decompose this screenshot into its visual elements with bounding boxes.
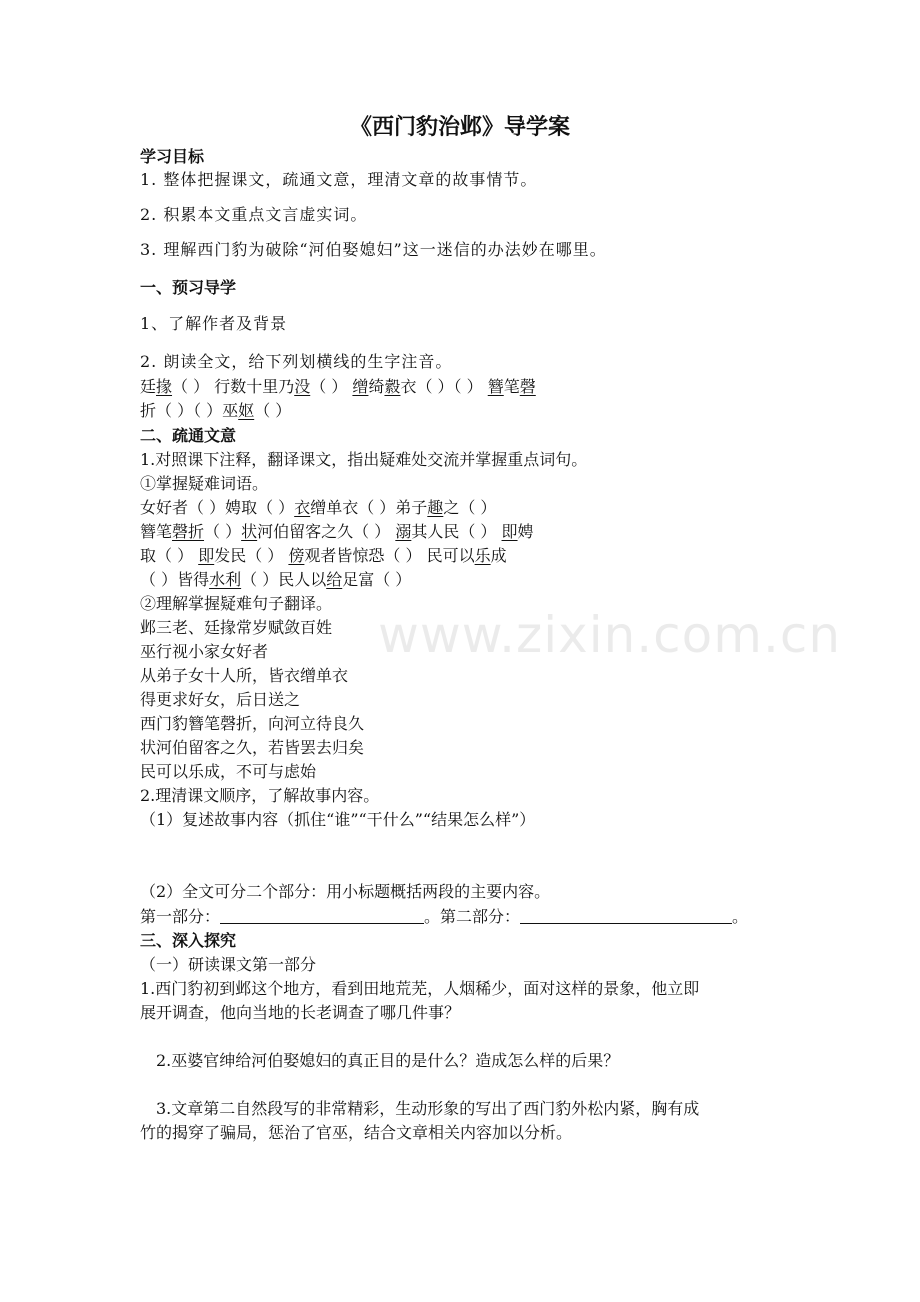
text: 折（ ）（ ）巫	[140, 401, 239, 420]
section-heading-explore: 三、深入探究	[140, 931, 237, 950]
vocab-subheading: ①掌握疑难词语。	[140, 474, 269, 493]
pinyin-row	[140, 375, 536, 399]
sentence-item: 邺三老、廷掾常岁赋敛百姓	[140, 618, 333, 637]
explore-question-line: 展开调查，他向当地的长老调查了哪几件事？	[140, 1003, 461, 1022]
text: 缯单衣（ ）弟子	[310, 498, 428, 517]
goals-heading: 学习目标	[140, 147, 205, 166]
text: 观者皆惊恐（ ） 民可以	[304, 546, 475, 565]
text: （ ）	[204, 522, 242, 541]
preview-item: 2. 朗读全文，给下列划横线的生字注音。	[140, 352, 453, 371]
text: （ ） 行数十里乃	[172, 377, 295, 396]
parts-fill-row	[140, 905, 748, 929]
goal-item: 3. 理解西门豹为破除“河伯娶媳妇”这一迷信的办法妙在哪里。	[140, 240, 607, 259]
text: 衣（ ）（ ）	[400, 377, 488, 396]
text: （ ）民人以	[241, 570, 327, 589]
underlined-word: 磬折	[172, 522, 205, 541]
section-heading-translate: 二、疏通文意	[140, 426, 237, 445]
underlined-char: 没	[294, 377, 311, 396]
underlined-char: 掾	[156, 377, 173, 396]
explore-question-line: 竹的揭穿了骗局，惩治了官巫，结合文章相关内容加以分析。	[140, 1123, 573, 1142]
vocab-row	[140, 496, 496, 520]
preview-item: 1、了解作者及背景	[140, 314, 288, 333]
sentence-item: 状河伯留客之久，若皆罢去归矣	[140, 738, 365, 757]
underlined-char: 状	[241, 522, 258, 541]
sentence-item: 西门豹簪笔磬折，向河立待良久	[140, 714, 365, 733]
text: 足富（ ）	[342, 570, 412, 589]
sentence-item: 民可以乐成，不可与虑始	[140, 762, 317, 781]
section-heading-preview: 一、预习导学	[140, 278, 237, 297]
text: 其人民（ ）	[411, 522, 502, 541]
text: 之（ ）	[443, 498, 497, 517]
order-question: （2）全文可分二个部分：用小标题概括两段的主要内容。	[140, 882, 551, 901]
text: （ ）皆得	[140, 570, 210, 589]
vocab-row	[140, 544, 507, 568]
vocab-row	[140, 520, 534, 544]
text: 簪笔	[140, 522, 173, 541]
goal-item: 1. 整体把握课文，疏通文意，理清文章的故事情节。	[140, 170, 538, 189]
text: 廷	[140, 377, 157, 396]
explore-question-line: 3.文章第二自然段写的非常精彩，生动形象的写出了西门豹外松内紧，胸有成	[156, 1099, 700, 1118]
vocab-row	[140, 568, 411, 592]
order-heading: 2.理清课文顺序，了解故事内容。	[140, 786, 380, 805]
underlined-char: 簪	[487, 377, 504, 396]
underlined-char: 傍	[288, 546, 305, 565]
underlined-char: 乐	[474, 546, 491, 565]
underlined-char: 给	[326, 570, 343, 589]
sentence-item: 得更求好女，后日送之	[140, 690, 301, 709]
underlined-char: 縠	[384, 377, 401, 396]
order-question: （1）复述故事内容（抓住“谁”“干什么”“结果怎么样”）	[140, 810, 536, 829]
text: 笔	[503, 377, 520, 396]
underlined-word: 水利	[209, 570, 242, 589]
text: 发民（ ）	[214, 546, 289, 565]
explore-question: 2.巫婆官绅给河伯娶媳妇的真正目的是什么？造成怎么样的后果？	[156, 1051, 620, 1070]
sentence-subheading: ②理解掌握疑难句子翻译。	[140, 594, 333, 613]
underlined-char: 趣	[427, 498, 444, 517]
text: 绮	[368, 377, 385, 396]
text: 河伯留客之久（ ）	[257, 522, 396, 541]
translate-intro: 1.对照课下注释，翻译课文，指出疑难处交流并掌握重点词句。	[140, 450, 588, 469]
part2-label: 。第二部分：	[424, 907, 521, 926]
text: （ ）	[254, 401, 292, 420]
part1-label: 第一部分：	[140, 907, 221, 926]
text: 女好者（ ）娉取（ ）	[140, 498, 295, 517]
underlined-char: 即	[198, 546, 215, 565]
page-title: 《西门豹治邺》导学案	[349, 115, 570, 140]
explore-subheading: （一）研读课文第一部分	[140, 955, 317, 974]
goal-item: 2. 积累本文重点文言虚实词。	[140, 205, 368, 224]
sentence-item: 巫行视小家女好者	[140, 642, 269, 661]
watermark: www.zixin.com.cn	[378, 606, 842, 664]
underlined-char: 缯	[352, 377, 369, 396]
underlined-char: 溺	[395, 522, 412, 541]
end-mark: 。	[732, 907, 749, 926]
underlined-char: 即	[501, 522, 518, 541]
underlined-char: 磬	[519, 377, 536, 396]
text: 取（ ）	[140, 546, 199, 565]
pinyin-row	[140, 399, 291, 423]
explore-question-line: 1.西门豹初到邺这个地方，看到田地荒芜，人烟稀少，面对这样的景象，他立即	[140, 979, 700, 998]
text: （ ）	[310, 377, 353, 396]
underlined-char: 衣	[294, 498, 311, 517]
part1-blank[interactable]	[220, 905, 424, 924]
text: 成	[490, 546, 507, 565]
sentence-item: 从弟子女十人所，皆衣缯单衣	[140, 666, 349, 685]
text: 娉	[517, 522, 534, 541]
underlined-char: 妪	[238, 401, 255, 420]
part2-blank[interactable]	[520, 905, 732, 924]
